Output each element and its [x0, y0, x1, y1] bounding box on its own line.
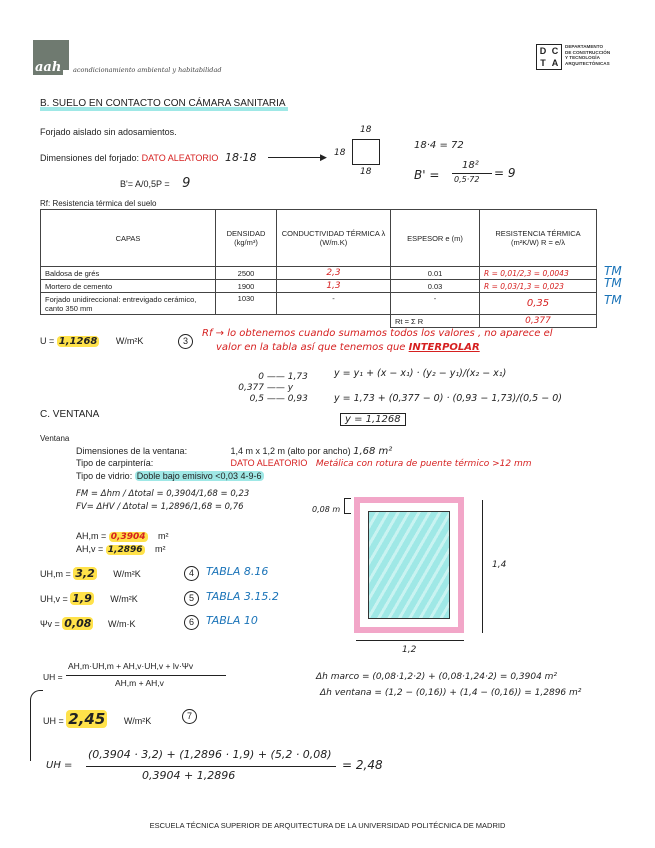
cell-cond: 1,3 [277, 280, 391, 293]
uh-formula [43, 660, 243, 696]
ahv-value: 1,2896 [107, 545, 143, 555]
fm-calc: FM = Δhm / Δtotal = 0,3904/1,68 = 0,23 [76, 489, 250, 499]
interp-table [236, 372, 308, 405]
arrow-line [268, 157, 324, 158]
interp-y: y [287, 383, 294, 393]
vidrio-row [76, 471, 264, 481]
cell-esp: 0.01 [391, 267, 480, 280]
dcta-logo [536, 44, 562, 70]
dcta-letter: C [551, 46, 559, 56]
final-calc [46, 746, 446, 786]
frame-marker [344, 498, 351, 514]
interp-eq-2: y = 1,73 + (0,377 − 0) · (0,93 − 1,73)/(0,5 − 0) [334, 393, 562, 404]
uhv-num-circle: 5 [184, 591, 199, 606]
col-header: CAPAS [41, 210, 216, 267]
interp-row [236, 383, 308, 394]
interp-row [236, 372, 308, 383]
window-glass [368, 511, 450, 619]
psi-label: Ψv = [40, 619, 60, 629]
ahm-value: 0,3904 [110, 532, 146, 542]
aah-logo-mark: aah [35, 60, 62, 75]
tm-tag: TM [604, 293, 622, 307]
interp-dash: —— [266, 383, 285, 393]
table-row [41, 280, 597, 293]
final-lhs: UH = [46, 760, 73, 771]
dcta-letter: T [540, 58, 546, 68]
interp-dash: —— [266, 394, 285, 404]
u-note-2 [216, 342, 480, 353]
tm-tag: TM [604, 264, 622, 278]
dcta-line: DE CONSTRUCCIÓN [565, 49, 611, 55]
thermal-table [40, 209, 597, 328]
interp-eq-3: y = 1,1268 [340, 413, 406, 426]
fv-calc: FV= ΔHV / Δtotal = 1,2896/1,68 = 0,76 [76, 502, 244, 512]
b-formula-lhs: B' = [414, 168, 440, 182]
ahm-label: AH,m = [76, 531, 107, 541]
arrow-head: ▶ [320, 152, 327, 162]
final-num: (0,3904 · 3,2) + (1,2896 · 1,9) + (5,2 · 0,08) [88, 748, 332, 761]
cell-res: R = 0,03/1,3 = 0,023 [480, 280, 597, 293]
uh-value: 2,45 [68, 710, 106, 728]
ahv-row [76, 544, 166, 555]
rt-value: 0,377 [480, 315, 597, 328]
b-formula-rhs: = 9 [494, 166, 516, 180]
uhv-row [40, 592, 138, 605]
tm-tag: TM [604, 276, 622, 290]
psi-ref: TABLA 10 [206, 614, 258, 627]
vidrio-value: Doble bajo emisivo <0,03 4-9-6 [136, 471, 262, 481]
uhm-num-circle: 4 [184, 566, 199, 581]
col-header: RESISTENCIA TÉRMICA (m²K/W) R = e/λ [480, 210, 597, 267]
aah-logo-text: acondicionamiento ambiental y habitabilidad [73, 66, 222, 74]
b-row [120, 176, 190, 191]
ahm-row [76, 531, 169, 542]
u-note-2a: valor en la tabla así que tenemos que [216, 342, 406, 353]
cell-res: R = 0,01/2,3 = 0,0043 [480, 267, 597, 280]
b-value: 9 [182, 176, 191, 191]
dim-value: 1,4 m x 1,2 m (alto por ancho) [230, 446, 351, 456]
dims-value: 18·18 [224, 151, 257, 164]
forjado-text: Forjado aislado sin adosamientos. [40, 127, 177, 137]
uh-formula-lhs: UH = [43, 672, 63, 682]
dcta-line: DEPARTAMENTO [565, 44, 604, 49]
interp-x: 0,5 [249, 394, 264, 404]
ahv-unit: m² [155, 544, 166, 554]
uh-row [43, 710, 151, 728]
window-width: 1,2 [402, 645, 417, 655]
psi-num-circle: 6 [184, 615, 199, 630]
width-dim-line [356, 640, 464, 641]
ah-marco-calc: Δh marco = (0,08·1,2·2) + (0,08·1,24·2) = 0,3904 m² [316, 672, 558, 682]
uh-unit: W/m²K [123, 716, 152, 726]
table-row-total [41, 315, 597, 328]
dim-row [76, 446, 392, 457]
ventana-sub: Ventana [40, 434, 70, 443]
b-formula-num: 18² [462, 160, 479, 171]
rf-label: Rf: Resistencia térmica del suelo [40, 199, 157, 208]
carp-label: Tipo de carpintería: [76, 458, 154, 468]
psi-value: 0,08 [64, 617, 92, 630]
uh-formula-den: AH,m + AH,v [115, 678, 164, 688]
u-unit: W/m²K [115, 336, 144, 346]
dims-label: Dimensiones del forjado: [40, 153, 140, 163]
cell-capa: Baldosa de grés [41, 267, 216, 280]
uh-num-circle: 7 [182, 709, 197, 724]
u-label: U = [40, 336, 55, 346]
dims-row [40, 151, 256, 164]
dim-area: 1,68 m² [353, 446, 393, 457]
cell-capa: Forjado unidireccional: entrevigado cerámico, canto 350 mm [41, 293, 216, 315]
carp-row [76, 458, 532, 469]
table-row [41, 267, 597, 280]
psi-row [40, 617, 135, 630]
col-header: DENSIDAD (kg/m³) [216, 210, 277, 267]
b-formula-den: 0,5·72 [454, 175, 480, 184]
dims-random: DATO ALEATORIO [141, 153, 219, 163]
uhm-row [40, 567, 141, 580]
uhv-ref: TABLA 3.15.2 [206, 590, 279, 603]
dcta-line: Y TECNOLOGÍA [565, 55, 600, 60]
uhv-value: 1,9 [72, 592, 92, 605]
uhm-unit: W/m²K [113, 569, 141, 579]
interp-row [236, 394, 308, 405]
square-top-label: 18 [360, 125, 372, 135]
u-num-circle: 3 [178, 334, 193, 349]
interp-y: 0,93 [287, 394, 308, 404]
dcta-letter: A [551, 58, 559, 68]
cell-dens: 2500 [216, 267, 277, 280]
uh-formula-bar [66, 675, 226, 676]
u-note-2b: INTERPOLAR [408, 342, 480, 353]
dcta-text [565, 44, 610, 66]
cell-esp: - [391, 293, 480, 315]
interp-x: 0,377 [238, 383, 264, 393]
final-rhs: = 2,48 [342, 758, 383, 772]
uhv-unit: W/m²K [110, 594, 138, 604]
uhm-value: 3,2 [75, 567, 95, 580]
cell-esp: 0.03 [391, 280, 480, 293]
dcta-letter: D [539, 46, 547, 56]
dcta-line: ARQUITECTÓNICAS [565, 60, 610, 66]
frame-label: 0,08 m [312, 505, 341, 514]
window-sketch [354, 497, 464, 633]
cell-cond: - [277, 293, 391, 315]
cell-dens: 1030 [216, 293, 277, 315]
height-dim-line [482, 500, 483, 633]
ahm-unit: m² [158, 531, 169, 541]
interp-x: 0 [258, 372, 264, 382]
col-header: ESPESOR e (m) [391, 210, 480, 267]
footer-text: ESCUELA TÉCNICA SUPERIOR DE ARQUITECTURA DE LA UNIVERSIDAD POLITÉCNICA DE MADRID [149, 821, 506, 830]
carp-note: Metálica con rotura de puente térmico >12 mm [315, 459, 532, 469]
section-b-title: B. SUELO EN CONTACTO CON CÁMARA SANITARIA [40, 98, 286, 109]
interp-dash: —— [266, 372, 285, 382]
square-sketch [352, 139, 380, 165]
table-row [41, 293, 597, 315]
ahv-label: AH,v = [76, 544, 104, 554]
u-value: 1,1268 [58, 336, 98, 347]
vidrio-label: Tipo de vidrio: [76, 471, 133, 481]
cell-dens: 1900 [216, 280, 277, 293]
interp-eq-1: y = y₁ + (x − x₁) · (y₂ − y₁)/(x₂ − x₁) [334, 368, 507, 379]
cell-cond: 2,3 [277, 267, 391, 280]
rt-label: Rt = Σ R [391, 315, 480, 328]
u-note-1: Rf → lo obtenemos cuando sumamos todos los valores , no aparece el [202, 328, 553, 339]
uh-formula-num: AH,m·UH,m + AH,v·UH,v + lv·Ψv [68, 661, 194, 671]
interp-y: 1,73 [287, 372, 308, 382]
ah-ventana-calc: Δh ventana = (1,2 − (0,16)) + (1,4 − (0,16)) = 1,2896 m² [320, 688, 582, 698]
uhm-ref: TABLA 8.16 [206, 565, 269, 578]
b-label: B'= A/0,5P = [120, 179, 170, 189]
uh-label: UH = [43, 716, 64, 726]
dim-label: Dimensiones de la ventana: [76, 446, 188, 456]
bracket-line [30, 690, 43, 761]
square-left-label: 18 [334, 148, 346, 158]
col-header: CONDUCTIVIDAD TÉRMICA λ (W/m.K) [277, 210, 391, 267]
uhv-label: UH,v = [40, 594, 68, 604]
u-line [40, 336, 143, 347]
section-c-title: C. VENTANA [40, 409, 100, 420]
psi-unit: W/m·K [107, 619, 136, 629]
final-den: 0,3904 + 1,2896 [142, 769, 236, 782]
carp-value: DATO ALEATORIO [230, 458, 308, 468]
perimeter-calc: 18·4 = 72 [414, 140, 464, 151]
cell-res: 0,35 [480, 293, 597, 315]
square-bottom-label: 18 [360, 167, 372, 177]
uhm-label: UH,m = [40, 569, 71, 579]
window-height: 1,4 [492, 560, 507, 570]
b-formula-bar [452, 173, 492, 174]
final-bar [86, 766, 336, 767]
cell-capa: Mortero de cemento [41, 280, 216, 293]
